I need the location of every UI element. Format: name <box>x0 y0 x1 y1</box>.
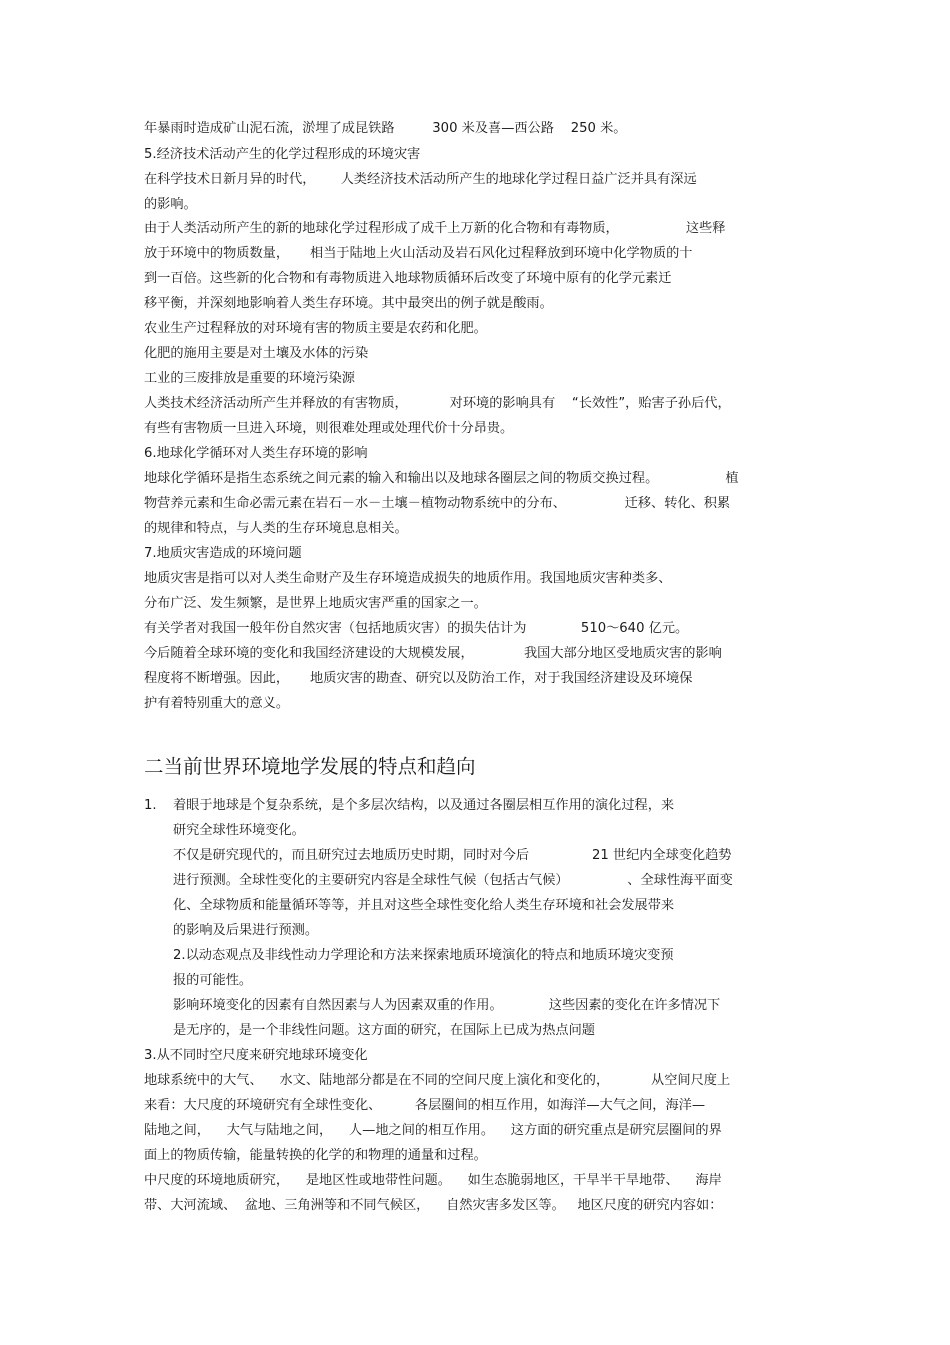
text-line: 的影响及后果进行预测。 <box>173 923 319 938</box>
text-line: 研究全球性环境变化。 <box>173 823 305 838</box>
text-line: 今后随着全球环境的变化和我国经济建设的大规模发展， 我国大部分地区受地质灾害的影响 <box>144 646 722 661</box>
text-line: 地球化学循环是指生态系统之间元素的输入和输出以及地球各圈层之间的物质交换过程。 植 <box>144 471 739 486</box>
text-line: 农业生产过程释放的对环境有害的物质主要是农药和化肥。 <box>144 321 487 336</box>
text-line: 的规律和特点，与人类的生存环境息息相关。 <box>144 521 408 536</box>
text-line: 来看：大尺度的环境研究有全球性变化、 各层圈间的相互作用，如海洋—大气之间，海洋— <box>144 1098 706 1113</box>
text-line: 的影响。 <box>144 197 197 212</box>
text-line: 面上的物质传输，能量转换的化学的和物理的通量和过程。 <box>144 1148 487 1163</box>
text-line: 地球系统中的大气、 水文、陆地部分都是在不同的空间尺度上演化和变化的， 从空间尺度上 <box>144 1073 731 1088</box>
section-title-5: 5.经济技术活动产生的化学过程形成的环境灾害 <box>144 147 421 162</box>
text-line: 人类技术经济活动所产生并释放的有害物质， 对环境的影响具有 “长效性”，贻害子孙后代， <box>144 396 731 411</box>
text-line: 陆地之间， 大气与陆地之间， 人—地之间的相互作用。 这方面的研究重点是研究层圈间的界 <box>144 1123 722 1138</box>
list-item-2-title: 2.以动态观点及非线性动力学理论和方法来探索地质环境演化的特点和地质环境灾变预 <box>173 948 674 963</box>
text-line: 化、全球物质和能量循环等等，并且对这些全球性变化给人类生存环境和社会发展带来 <box>173 898 675 913</box>
text-line: 在科学技术日新月异的时代， 人类经济技术活动所产生的地球化学过程日益广泛并具有深远 <box>144 172 697 187</box>
text-line: 报的可能性。 <box>173 973 253 988</box>
text-line: 地质灾害是指可以对人类生命财产及生存环境造成损失的地质作用。我国地质灾害种类多、 <box>144 571 672 586</box>
text-line: 放于环境中的物质数量， 相当于陆地上火山活动及岩石风化过程释放到环境中化学物质的十 <box>144 246 693 261</box>
text-line: 中尺度的环境地质研究， 是地区性或地带性问题。 如生态脆弱地区，干旱半干旱地带、 海岸 <box>144 1173 722 1188</box>
text-line: 分布广泛、发生频繁，是世界上地质灾害严重的国家之一。 <box>144 596 487 611</box>
text-line: 不仅是研究现代的，而且研究过去地质历史时期，同时对今后 21 世纪内全球变化趋势 <box>173 848 732 863</box>
text-line: 移平衡，并深刻地影响着人类生存环境。其中最突出的例子就是酸雨。 <box>144 296 553 311</box>
text-line: 护有着特别重大的意义。 <box>144 696 290 711</box>
text-line: 有些有害物质一旦进入环境，则很难处理或处理代价十分昂贵。 <box>144 421 514 436</box>
text-line: 物营养元素和生命必需元素在岩石－水－土壤－植物动物系统中的分布、 迁移、转化、积累 <box>144 496 731 511</box>
text-line: 带、大河流域、 盆地、三角洲等和不同气候区， 自然灾害多发区等。 地区尺度的研究内容如： <box>144 1198 723 1213</box>
section-title-3: 3.从不同时空尺度来研究地球环境变化 <box>144 1048 368 1063</box>
list-number: 1. <box>144 798 157 813</box>
text-line: 进行预测。全球性变化的主要研究内容是全球性气候（包括古气候） 、全球性海平面变 <box>173 873 733 888</box>
text-line: 着眼于地球是个复杂系统，是个多层次结构，以及通过各圈层相互作用的演化过程，来 <box>173 798 675 813</box>
section-heading: 二当前世界环境地学发展的特点和趋向 <box>144 755 476 778</box>
text-line: 化肥的施用主要是对土壤及水体的污染 <box>144 346 369 361</box>
section-title-7: 7.地质灾害造成的环境问题 <box>144 546 302 561</box>
text-line: 由于人类活动所产生的新的地球化学过程形成了成千上万新的化合物和有毒物质， 这些释 <box>144 221 726 236</box>
text-line: 年暴雨时造成矿山泥石流，淤埋了成昆铁路 300 米及喜—西公路 250 米。 <box>144 121 627 136</box>
text-line: 影响环境变化的因素有自然因素与人为因素双重的作用。 这些因素的变化在许多情况下 <box>173 998 721 1013</box>
section-title-6: 6.地球化学循环对人类生存环境的影响 <box>144 446 368 461</box>
text-line: 有关学者对我国一般年份自然灾害（包括地质灾害）的损失估计为 510～640 亿元。 <box>144 621 689 636</box>
text-line: 到一百倍。这些新的化合物和有毒物质进入地球物质循环后改变了环境中原有的化学元素迁 <box>144 271 672 286</box>
text-line: 程度将不断增强。因此， 地质灾害的勘查、研究以及防治工作，对于我国经济建设及环境保 <box>144 671 693 686</box>
text-line: 是无序的，是一个非线性问题。这方面的研究，在国际上已成为热点问题 <box>173 1023 595 1038</box>
text-line: 工业的三废排放是重要的环境污染源 <box>144 371 355 386</box>
